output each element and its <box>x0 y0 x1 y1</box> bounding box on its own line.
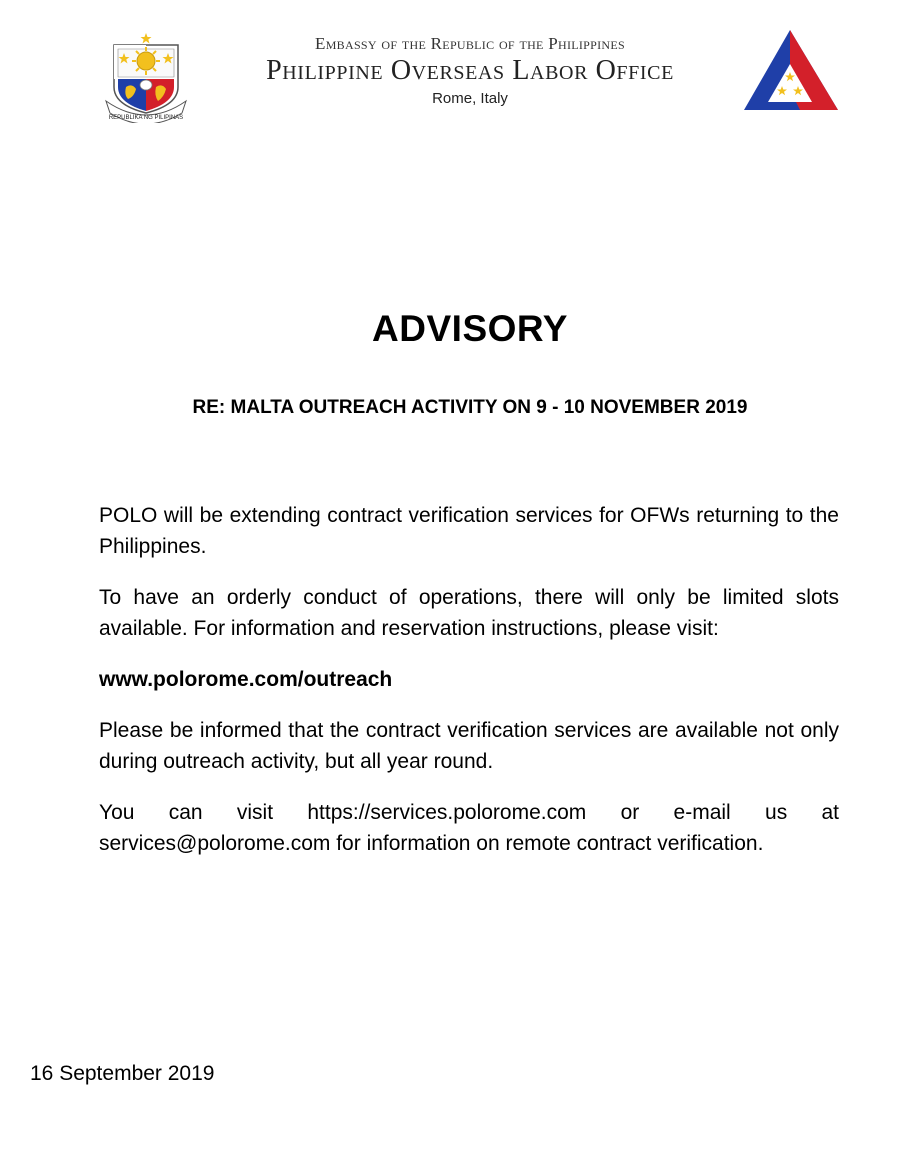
office-city: Rome, Italy <box>432 90 508 107</box>
letterhead <box>0 0 917 130</box>
paragraph-slots: To have an orderly conduct of operations, there will only be limited slots available. For information and reservation instructions, please visit: <box>99 586 839 640</box>
advisory-title: ADVISORY <box>372 308 568 349</box>
embassy-name: Embassy of the Republic of the Philippines <box>315 34 625 53</box>
paragraph-year-round: Please be informed that the contract verification services are available not only during outreach activity, but all year round. <box>99 719 839 773</box>
paragraph-services: POLO will be extending contract verification services for OFWs returning to the Philippines. <box>99 504 839 558</box>
dole-logo-icon <box>742 28 840 112</box>
advisory-date: 16 September 2019 <box>30 1062 215 1085</box>
advisory-subject: RE: MALTA OUTREACH ACTIVITY ON 9 - 10 NOVEMBER 2019 <box>192 397 748 418</box>
office-name: Philippine Overseas Labor Office <box>266 55 674 86</box>
advisory-body <box>99 500 839 879</box>
outreach-link[interactable]: www.polorome.com/outreach <box>99 668 393 691</box>
paragraph-contact: You can visit https://services.polorome.com or e-mail us at services@polorome.com for information on remote contract verification. <box>99 801 839 855</box>
svg-text:REPUBLIKA NG PILIPINAS: REPUBLIKA NG PILIPINAS <box>108 115 184 121</box>
philippine-seal-icon <box>100 25 192 123</box>
